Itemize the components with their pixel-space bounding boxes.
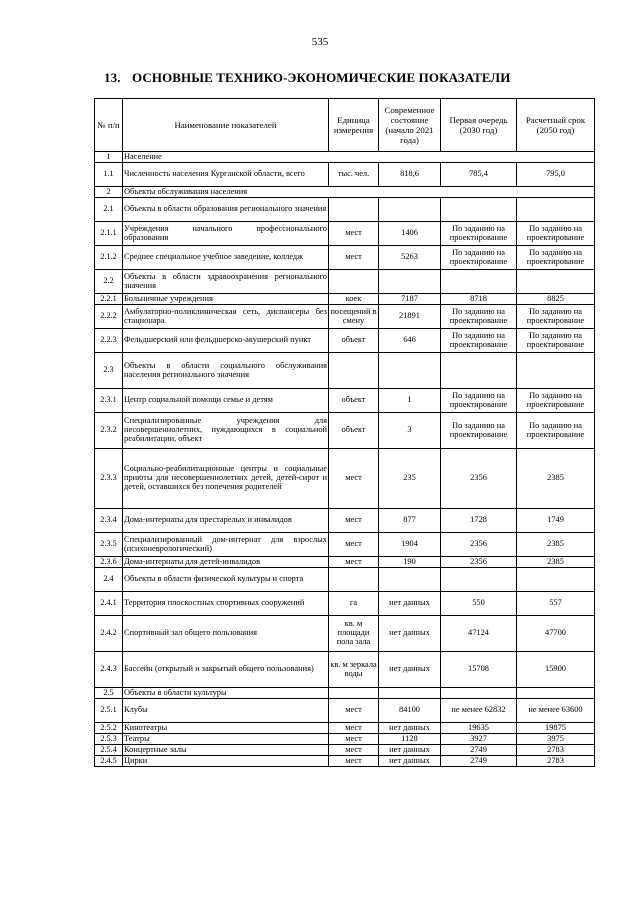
row-indicator-name: Территория плоскостных спортивных сооружений bbox=[123, 592, 329, 616]
row-number: 2.3 bbox=[95, 353, 123, 389]
row-current-state: 3 bbox=[379, 413, 441, 449]
row-indicator-name: Фельдшерский или фельдшерско-акушерский пункт bbox=[123, 329, 329, 353]
row-number: 2.5.1 bbox=[95, 699, 123, 723]
row-current-state bbox=[379, 270, 441, 294]
table-row bbox=[95, 568, 595, 592]
row-unit bbox=[329, 688, 379, 699]
header-final-term: Расчетный срок (2050 год) bbox=[517, 99, 595, 152]
row-unit: мест bbox=[329, 723, 379, 734]
row-final-term: По заданию на проектирование bbox=[517, 413, 595, 449]
table-body bbox=[95, 152, 595, 767]
table-row bbox=[95, 163, 595, 187]
row-indicator-name: Объекты в области образования регионального значения bbox=[123, 198, 329, 222]
row-number: 2.2.2 bbox=[95, 305, 123, 329]
row-unit: мест bbox=[329, 533, 379, 557]
table-row bbox=[95, 734, 595, 745]
row-number: 1 bbox=[95, 152, 123, 163]
row-current-state: 1128 bbox=[379, 734, 441, 745]
row-first-stage: 47124 bbox=[441, 616, 517, 652]
row-unit: коек bbox=[329, 294, 379, 305]
row-first-stage: По заданию на проектирование bbox=[441, 222, 517, 246]
row-number: 2.3.5 bbox=[95, 533, 123, 557]
table-section-row bbox=[95, 152, 595, 163]
row-final-term: 8825 bbox=[517, 294, 595, 305]
row-final-term bbox=[517, 270, 595, 294]
row-first-stage: По заданию на проектирование bbox=[441, 389, 517, 413]
row-first-stage: По заданию на проектирование bbox=[441, 413, 517, 449]
row-indicator-name: Социально-реабилитационные центры и социальные приюты для несовершеннолетних детей, детей-сирот и детей, оставшихся без попечения родителей bbox=[123, 449, 329, 509]
row-number: 2.4.5 bbox=[95, 756, 123, 767]
row-number: 2.4.2 bbox=[95, 616, 123, 652]
row-indicator-name: Клубы bbox=[123, 699, 329, 723]
row-final-term: 795,0 bbox=[517, 163, 595, 187]
table-row bbox=[95, 270, 595, 294]
row-indicator-name: Концертные залы bbox=[123, 745, 329, 756]
row-first-stage: 1728 bbox=[441, 509, 517, 533]
row-final-term bbox=[517, 353, 595, 389]
row-current-state bbox=[379, 568, 441, 592]
row-unit: мест bbox=[329, 222, 379, 246]
row-number: 2.1.1 bbox=[95, 222, 123, 246]
header-number: № п/п bbox=[95, 99, 123, 152]
row-unit: кв. м площади пола зала bbox=[329, 616, 379, 652]
row-current-state: 1406 bbox=[379, 222, 441, 246]
table-row bbox=[95, 745, 595, 756]
row-section-name: Население bbox=[123, 152, 595, 163]
table-row bbox=[95, 413, 595, 449]
header-current-state: Современное состояние (начало 2021 года) bbox=[379, 99, 441, 152]
table-header-row bbox=[95, 99, 595, 152]
row-final-term: 15900 bbox=[517, 652, 595, 688]
row-number: 2.5 bbox=[95, 688, 123, 699]
row-indicator-name: Учреждения начального профессионального образования bbox=[123, 222, 329, 246]
row-unit: мест bbox=[329, 745, 379, 756]
table-row bbox=[95, 294, 595, 305]
table-row bbox=[95, 305, 595, 329]
row-current-state bbox=[379, 688, 441, 699]
row-final-term: По заданию на проектирование bbox=[517, 305, 595, 329]
row-unit: тыс. чел. bbox=[329, 163, 379, 187]
row-unit: объект bbox=[329, 389, 379, 413]
row-first-stage: 550 bbox=[441, 592, 517, 616]
table-row bbox=[95, 652, 595, 688]
row-number: 2.2 bbox=[95, 270, 123, 294]
row-unit: посещений в смену bbox=[329, 305, 379, 329]
section-number: 13. bbox=[104, 70, 121, 85]
table-row bbox=[95, 389, 595, 413]
page-number: 535 bbox=[311, 36, 329, 48]
table-row bbox=[95, 699, 595, 723]
row-current-state: 84100 bbox=[379, 699, 441, 723]
row-first-stage: 2749 bbox=[441, 756, 517, 767]
row-number: 2.5.2 bbox=[95, 723, 123, 734]
row-unit bbox=[329, 568, 379, 592]
header-indicator-name: Наименование показателей bbox=[123, 99, 329, 152]
row-number: 2.4.3 bbox=[95, 652, 123, 688]
table-section-row bbox=[95, 187, 595, 198]
row-current-state: нет данных bbox=[379, 592, 441, 616]
row-indicator-name: Цирки bbox=[123, 756, 329, 767]
row-final-term: 2385 bbox=[517, 449, 595, 509]
table-row bbox=[95, 353, 595, 389]
table-row bbox=[95, 533, 595, 557]
row-indicator-name: Спортивный зал общего пользования bbox=[123, 616, 329, 652]
row-first-stage: 2356 bbox=[441, 557, 517, 568]
row-current-state: 1904 bbox=[379, 533, 441, 557]
row-final-term: не менее 63600 bbox=[517, 699, 595, 723]
indicators-table bbox=[94, 98, 595, 767]
row-number: 2.1 bbox=[95, 198, 123, 222]
row-final-term: По заданию на проектирование bbox=[517, 389, 595, 413]
row-indicator-name: Объекты в области культуры bbox=[123, 688, 329, 699]
row-number: 2.5.3 bbox=[95, 734, 123, 745]
row-unit: га bbox=[329, 592, 379, 616]
header-unit: Единица измерения bbox=[329, 99, 379, 152]
table-row bbox=[95, 592, 595, 616]
row-indicator-name: Специализированный дом-интернат для взрослых (психоневрологический) bbox=[123, 533, 329, 557]
row-unit: кв. м зеркала воды bbox=[329, 652, 379, 688]
row-first-stage: 15708 bbox=[441, 652, 517, 688]
row-first-stage: 2356 bbox=[441, 533, 517, 557]
row-number: 2.3.1 bbox=[95, 389, 123, 413]
row-unit bbox=[329, 198, 379, 222]
row-number: 2.2.3 bbox=[95, 329, 123, 353]
row-current-state bbox=[379, 198, 441, 222]
row-indicator-name: Среднее специальное учебное заведение, колледж bbox=[123, 246, 329, 270]
row-final-term: 2385 bbox=[517, 533, 595, 557]
row-current-state: 1 bbox=[379, 389, 441, 413]
row-first-stage: По заданию на проектирование bbox=[441, 305, 517, 329]
row-final-term: 2385 bbox=[517, 557, 595, 568]
row-current-state: 21891 bbox=[379, 305, 441, 329]
row-section-name: Объекты обслуживания населения bbox=[123, 187, 595, 198]
row-first-stage bbox=[441, 270, 517, 294]
row-final-term bbox=[517, 688, 595, 699]
row-current-state: нет данных bbox=[379, 723, 441, 734]
row-current-state: нет данных bbox=[379, 756, 441, 767]
row-unit: объект bbox=[329, 329, 379, 353]
row-number: 2.5.4 bbox=[95, 745, 123, 756]
row-current-state: 818,6 bbox=[379, 163, 441, 187]
row-final-term: 2783 bbox=[517, 745, 595, 756]
row-unit: объект bbox=[329, 413, 379, 449]
row-current-state: 7187 bbox=[379, 294, 441, 305]
row-indicator-name: Дома-интернаты для престарелых и инвалидов bbox=[123, 509, 329, 533]
row-number: 1.1 bbox=[95, 163, 123, 187]
row-first-stage bbox=[441, 353, 517, 389]
row-first-stage: 8718 bbox=[441, 294, 517, 305]
row-current-state bbox=[379, 353, 441, 389]
row-number: 2.2.1 bbox=[95, 294, 123, 305]
row-number: 2 bbox=[95, 187, 123, 198]
row-indicator-name: Амбулаторно-поликлиническая сеть, диспансеры без стационара bbox=[123, 305, 329, 329]
table-row bbox=[95, 557, 595, 568]
row-final-term: 2783 bbox=[517, 756, 595, 767]
row-final-term: По заданию на проектирование bbox=[517, 222, 595, 246]
row-unit: мест bbox=[329, 756, 379, 767]
row-final-term: По заданию на проектирование bbox=[517, 329, 595, 353]
row-unit bbox=[329, 353, 379, 389]
section-title: ОСНОВНЫЕ ТЕХНИКО-ЭКОНОМИЧЕСКИЕ ПОКАЗАТЕЛИ bbox=[132, 70, 511, 85]
table-row bbox=[95, 246, 595, 270]
row-unit: мест bbox=[329, 449, 379, 509]
row-indicator-name: Объекты в области здравоохранения регионального значения bbox=[123, 270, 329, 294]
row-first-stage: не менее 62832 bbox=[441, 699, 517, 723]
row-final-term: 3975 bbox=[517, 734, 595, 745]
table-row bbox=[95, 509, 595, 533]
row-indicator-name: Бассейн (открытый и закрытый общего пользования) bbox=[123, 652, 329, 688]
row-number: 2.3.3 bbox=[95, 449, 123, 509]
row-first-stage: 2749 bbox=[441, 745, 517, 756]
row-final-term: 1749 bbox=[517, 509, 595, 533]
row-final-term bbox=[517, 568, 595, 592]
table-row bbox=[95, 616, 595, 652]
row-indicator-name: Театры bbox=[123, 734, 329, 745]
row-number: 2.1.2 bbox=[95, 246, 123, 270]
row-final-term: 557 bbox=[517, 592, 595, 616]
row-first-stage bbox=[441, 198, 517, 222]
row-first-stage bbox=[441, 688, 517, 699]
row-final-term: 47700 bbox=[517, 616, 595, 652]
row-number: 2.4.1 bbox=[95, 592, 123, 616]
row-indicator-name: Объекты в области социального обслуживания населения регионального значения bbox=[123, 353, 329, 389]
row-indicator-name: Численность населения Курганской области, всего bbox=[123, 163, 329, 187]
row-first-stage: По заданию на проектирование bbox=[441, 246, 517, 270]
row-first-stage: По заданию на проектирование bbox=[441, 329, 517, 353]
row-first-stage: 2356 bbox=[441, 449, 517, 509]
row-indicator-name: Центр социальной помощи семье и детям bbox=[123, 389, 329, 413]
row-number: 2.3.6 bbox=[95, 557, 123, 568]
row-current-state: 5263 bbox=[379, 246, 441, 270]
row-unit: мест bbox=[329, 509, 379, 533]
row-first-stage: 19635 bbox=[441, 723, 517, 734]
row-indicator-name: Кинотеатры bbox=[123, 723, 329, 734]
row-first-stage bbox=[441, 568, 517, 592]
table-row bbox=[95, 723, 595, 734]
row-first-stage: 785,4 bbox=[441, 163, 517, 187]
row-number: 2.3.2 bbox=[95, 413, 123, 449]
table-row bbox=[95, 198, 595, 222]
row-indicator-name: Больничные учреждения bbox=[123, 294, 329, 305]
row-final-term bbox=[517, 198, 595, 222]
row-first-stage: 3927 bbox=[441, 734, 517, 745]
row-unit: мест bbox=[329, 246, 379, 270]
table-row bbox=[95, 688, 595, 699]
row-number: 2.4 bbox=[95, 568, 123, 592]
row-indicator-name: Дома-интернаты для детей-инвалидов bbox=[123, 557, 329, 568]
row-current-state: 646 bbox=[379, 329, 441, 353]
row-final-term: По заданию на проектирование bbox=[517, 246, 595, 270]
row-current-state: нет данных bbox=[379, 745, 441, 756]
section-heading bbox=[104, 70, 510, 86]
table-row bbox=[95, 756, 595, 767]
row-number: 2.3.4 bbox=[95, 509, 123, 533]
row-current-state: нет данных bbox=[379, 616, 441, 652]
row-indicator-name: Объекты в области физической культуры и спорта bbox=[123, 568, 329, 592]
table-row bbox=[95, 329, 595, 353]
row-current-state: 877 bbox=[379, 509, 441, 533]
header-first-stage: Первая очередь (2030 год) bbox=[441, 99, 517, 152]
row-current-state: нет данных bbox=[379, 652, 441, 688]
row-indicator-name: Специализированные учреждения для несовершеннолетних, нуждающихся в социальной реабилитации, объект bbox=[123, 413, 329, 449]
row-unit: мест bbox=[329, 557, 379, 568]
table-row bbox=[95, 222, 595, 246]
row-unit bbox=[329, 270, 379, 294]
row-unit: мест bbox=[329, 699, 379, 723]
row-current-state: 190 bbox=[379, 557, 441, 568]
row-final-term: 19875 bbox=[517, 723, 595, 734]
row-unit: мест bbox=[329, 734, 379, 745]
row-current-state: 235 bbox=[379, 449, 441, 509]
table-row bbox=[95, 449, 595, 509]
